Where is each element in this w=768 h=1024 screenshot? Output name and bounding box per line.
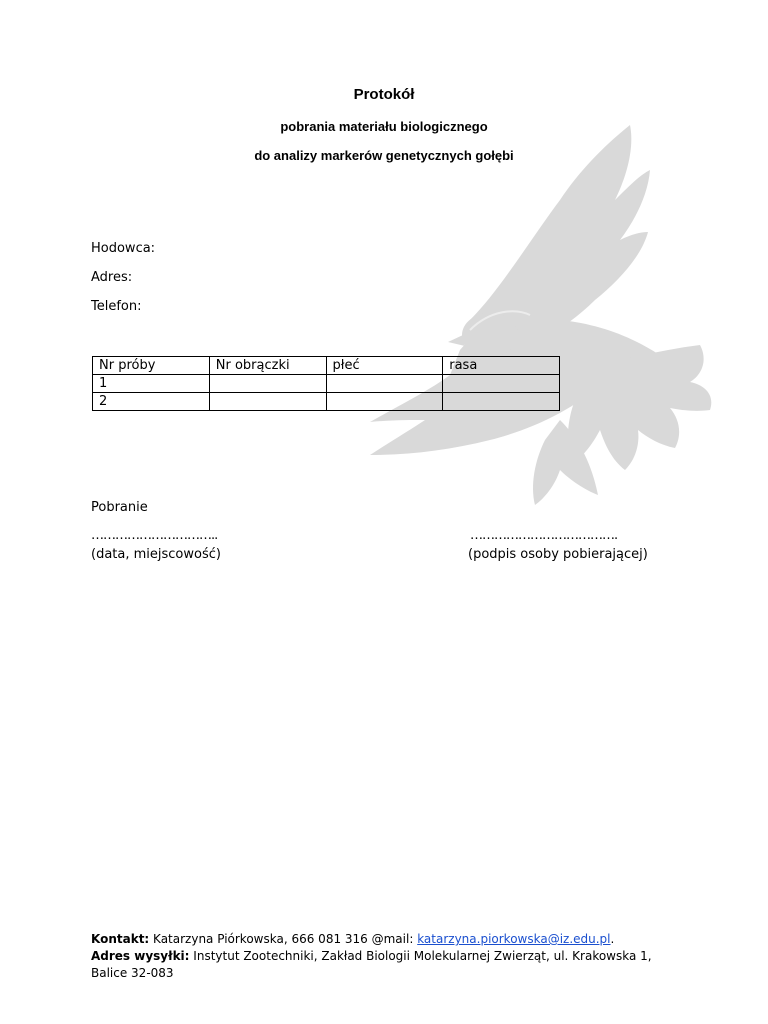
table-header-row [93,357,560,375]
shipping-text: Instytut Zootechniki, Zakład Biologii Molekularnej Zwierząt, ul. Krakowska 1, Balice 32-083 [91,949,652,980]
email-after: . [610,932,615,946]
table-cell [443,375,560,393]
table-cell: 1 [93,375,210,393]
signature-line: ………………………………. [470,528,618,543]
table-cell [443,393,560,411]
address-label: Adres: [91,270,133,285]
signature-caption: (podpis osoby pobierającej) [468,547,648,562]
footer [91,931,681,982]
document-subtitle-1: pobrania materiału biologicznego [280,119,488,134]
table-cell [326,393,443,411]
contact-text: Katarzyna Piórkowska, 666 081 316 @mail: [149,932,418,946]
email-link[interactable]: katarzyna.piorkowska@iz.edu.pl [417,932,611,946]
document-subtitle-2: do analizy markerów genetycznych gołębi [254,148,514,163]
header-sex: płeć [326,357,443,375]
document-title: Protokół [353,86,415,103]
header-breed: rasa [443,357,560,375]
header-ring-no: Nr obrączki [209,357,326,375]
contact-label: Kontakt: [91,932,150,946]
dove-watermark-icon [330,120,730,510]
table-cell [209,375,326,393]
date-place-line: ………………………….. [91,528,218,543]
table-row [93,375,560,393]
table-cell [209,393,326,411]
contact-line [91,931,681,948]
table-row [93,393,560,411]
samples-table [92,356,560,411]
shipping-label: Adres wysyłki: [91,949,190,963]
collection-heading: Pobranie [91,500,148,515]
shipping-line [91,948,681,982]
date-place-caption: (data, miejscowość) [91,547,221,562]
breeder-label: Hodowca: [91,241,156,256]
phone-label: Telefon: [91,299,142,314]
table-cell [326,375,443,393]
header-sample-no: Nr próby [93,357,210,375]
table-cell: 2 [93,393,210,411]
